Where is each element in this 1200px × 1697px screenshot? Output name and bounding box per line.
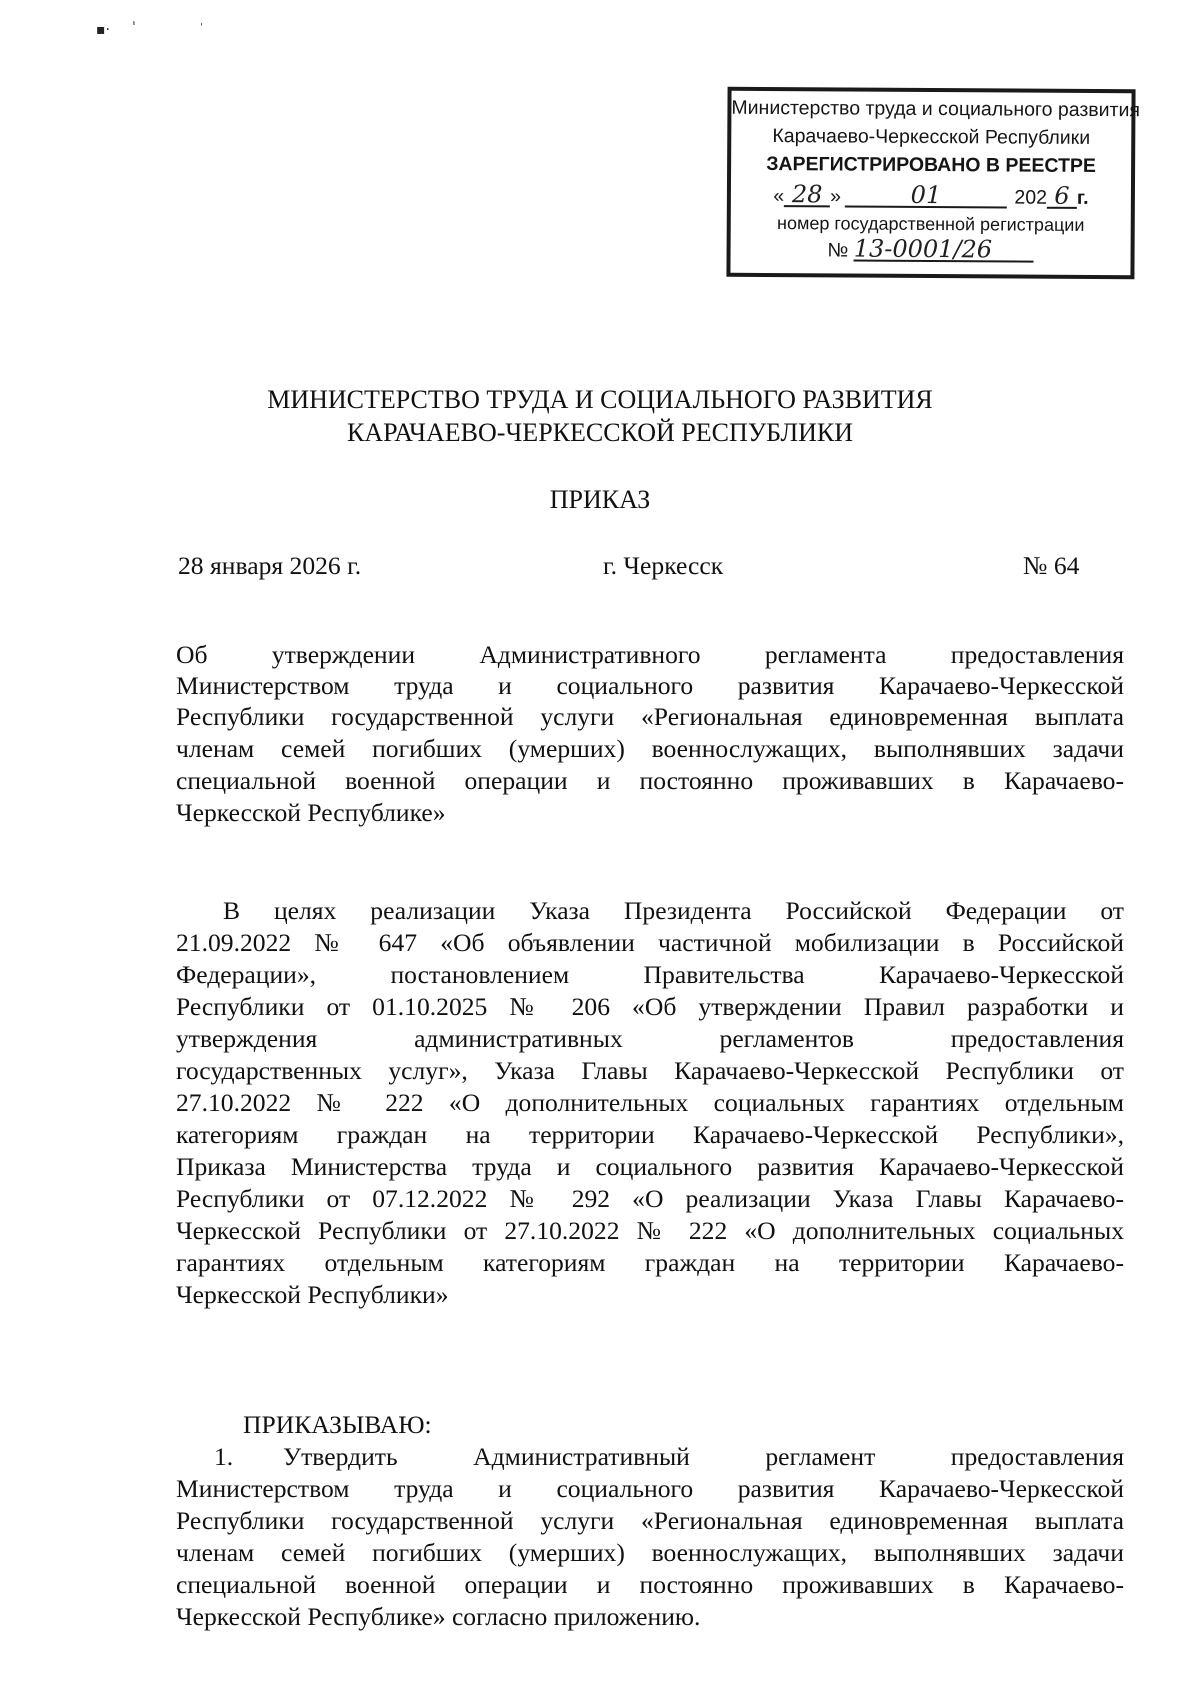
preamble-line: Приказа Министерства труда и социального развития Карачаево-Черкесской <box>176 1152 1124 1181</box>
order-item-line: Черкесской Республике» согласно приложению. <box>176 1602 701 1631</box>
stamp-line-ministry: Министерство труда и социального развития <box>731 96 1141 122</box>
preamble-line: категориям граждан на территории Карачаево-Черкесской Республики», <box>176 1120 1124 1149</box>
stamp-date-year-digit: 6 <box>1047 185 1077 209</box>
scan-mark-icon: ▪· <box>96 22 110 38</box>
preamble-line: государственных услуг», Указа Главы Карачаево-Черкесской Республики от <box>176 1056 1124 1085</box>
preamble-line: утверждения административных регламентов предоставления <box>176 1024 1124 1053</box>
order-item-line: специальной военной операции и постоянно проживавших в Карачаево- <box>176 1570 1124 1599</box>
order-item-line: Утвердить Административный регламент предоставления <box>283 1442 1124 1471</box>
stamp-date-line <box>731 180 1131 210</box>
stamp-line-republic: Карачаево-Черкесской Республики <box>772 125 1091 149</box>
stamp-date-open-quote: « <box>773 185 785 208</box>
preamble-line: гарантиях отдельным категориям граждан на территории Карачаево- <box>176 1248 1124 1277</box>
title-line: Об утверждении Административного регламента предоставления <box>176 640 1124 669</box>
preamble-line: Республики от 07.12.2022 № 292 «О реализации Указа Главы Карачаево- <box>176 1184 1124 1213</box>
preamble-line: В целях реализации Указа Президента Российской Федерации от <box>223 896 1124 925</box>
document-city: г. Черкесск <box>603 551 724 580</box>
ministry-name-line1: МИНИСТЕРСТВО ТРУДА И СОЦИАЛЬНОГО РАЗВИТИЯ <box>267 385 933 414</box>
preamble-line: Черкесской Республики от 27.10.2022 № 222 «О дополнительных социальных <box>176 1216 1124 1245</box>
order-item-line: Республики государственной услуги «Региональная единовременная выплата <box>176 1506 1124 1535</box>
ministry-name-line2: КАРАЧАЕВО-ЧЕРКЕССКОЙ РЕСПУБЛИКИ <box>347 418 853 447</box>
preamble-line: 21.09.2022 № 647 «Об объявлении частичной мобилизации в Российской <box>176 928 1124 957</box>
title-line: Черкесской Республике» <box>176 798 446 827</box>
title-line: Министерством труда и социального развития Карачаево-Черкесской <box>176 671 1124 700</box>
title-line: Республики государственной услуги «Региональная единовременная выплата <box>176 702 1124 731</box>
stamp-date-month: 01 <box>845 183 1007 208</box>
order-item-number: 1. <box>214 1442 234 1471</box>
stamp-number-label: № <box>827 239 849 262</box>
scan-mark-icon: ˈ <box>132 20 136 36</box>
stamp-number-value: 13-0001/26 <box>854 238 1034 263</box>
title-line: специальной военной операции и постоянно проживавших в Карачаево- <box>176 766 1124 795</box>
document-number: № 64 <box>1023 551 1080 580</box>
document-date: 28 января 2026 г. <box>178 551 362 580</box>
stamp-line-registered: ЗАРЕГИСТРИРОВАНО В РЕЕСТРЕ <box>766 152 1097 178</box>
order-item-line: членам семей погибших (умерших) военнослужащих, выполнявших задачи <box>176 1538 1124 1567</box>
stamp-number-line <box>731 234 1131 264</box>
preamble-line: Черкесской Республики» <box>176 1280 449 1309</box>
order-item-line: Министерством труда и социального развития Карачаево-Черкесской <box>176 1474 1124 1503</box>
document-type: ПРИКАЗ <box>549 485 651 514</box>
title-line: членам семей погибших (умерших) военнослужащих, выполнявших задачи <box>176 734 1124 763</box>
preamble-line: 27.10.2022 № 222 «О дополнительных социальных гарантиях отдельным <box>176 1088 1124 1117</box>
stamp-date-year-prefix: 202 <box>1014 186 1048 209</box>
stamp-date-close-quote: » <box>830 185 842 208</box>
order-heading: ПРИКАЗЫВАЮ: <box>243 1410 432 1439</box>
stamp-date-day: 28 <box>784 183 830 207</box>
preamble-line: Республики от 01.10.2025 № 206 «Об утверждении Правил разработки и <box>176 992 1124 1021</box>
scan-mark-icon: ˌ <box>200 16 203 27</box>
stamp-date-year-suffix: г. <box>1076 186 1089 209</box>
stamp-line-registration-label: номер государственной регистрации <box>777 213 1085 235</box>
registry-stamp <box>726 87 1141 279</box>
preamble-line: Федерации», постановлением Правительства Карачаево-Черкесской <box>176 960 1124 989</box>
